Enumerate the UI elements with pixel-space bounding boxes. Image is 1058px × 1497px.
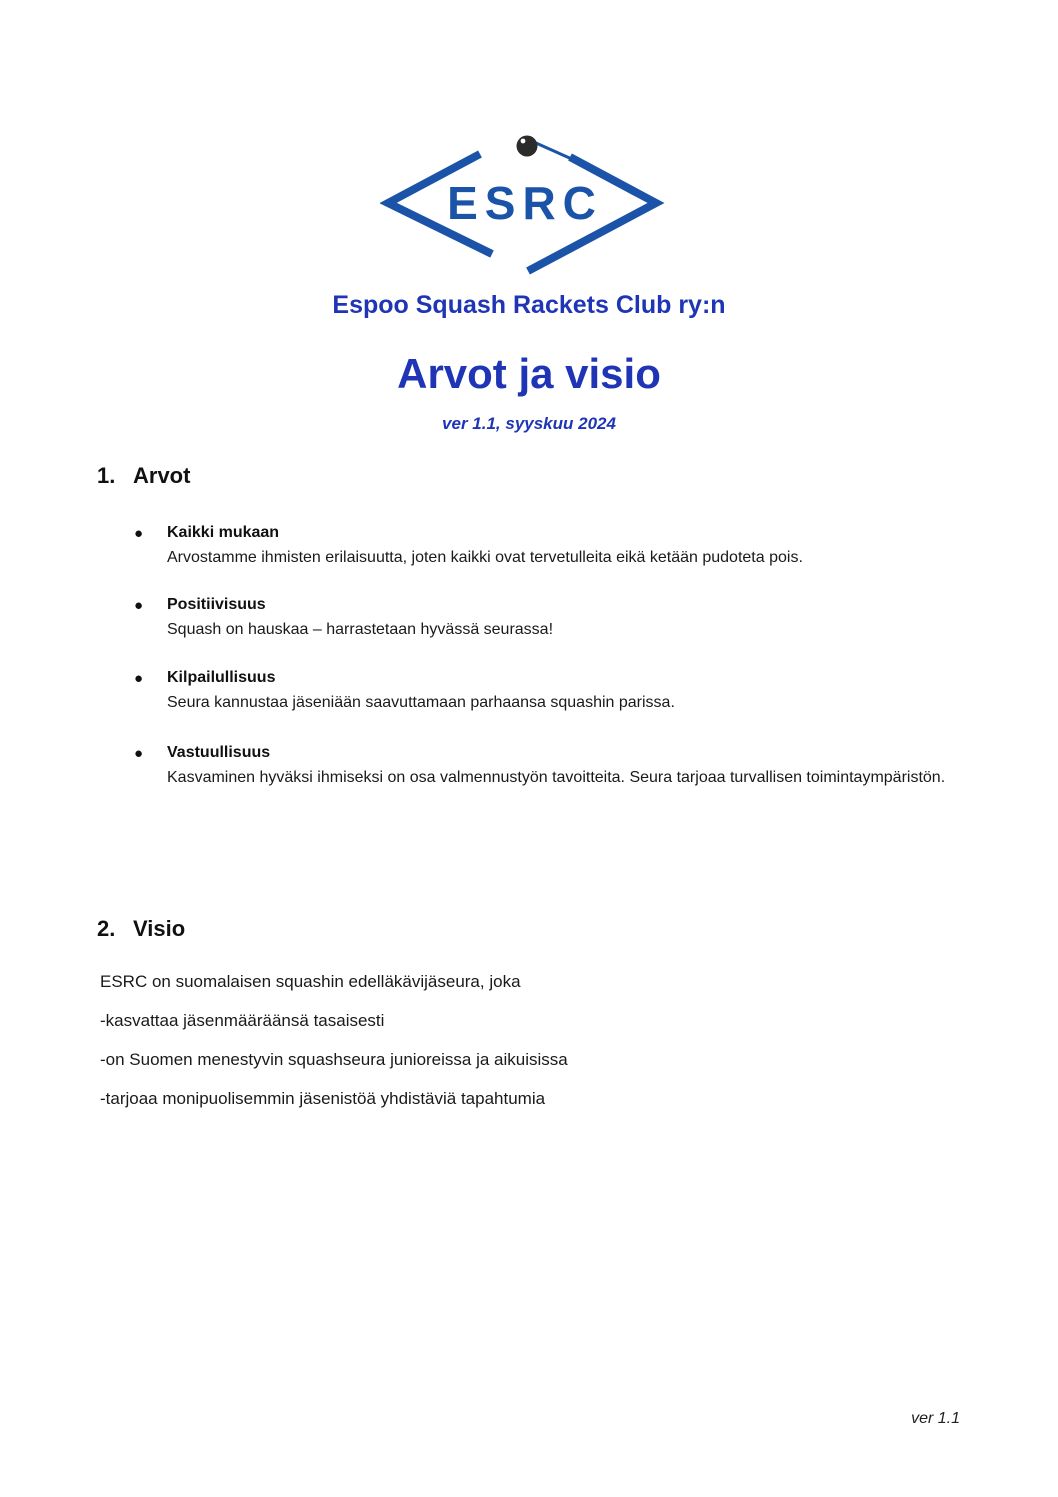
visio-line: -on Suomen menestyvin squashseura junioreissa ja aikuisissa [100, 1050, 568, 1069]
bullet-body: Arvostamme ihmisten erilaisuutta, joten kaikki ovat tervetulleita eikä ketään pudoteta pois. [167, 549, 803, 566]
section-2-number: 2. [97, 916, 116, 941]
club-name: Espoo Squash Rackets Club ry:n [332, 291, 726, 319]
logo-text: ESRC [447, 177, 603, 229]
bullet-body: Kasvaminen hyväksi ihmiseksi on osa valmennustyön tavoitteita. Seura tarjoaa turvallisen toimintaympäristön. [167, 769, 946, 786]
squash-ball-icon [517, 136, 538, 157]
squash-ball-highlight [521, 139, 526, 144]
section-1-number: 1. [97, 463, 116, 488]
bullet-dot-icon: ● [134, 597, 144, 614]
footer-version: ver 1.1 [911, 1410, 960, 1427]
section-1-title: Arvot [133, 463, 191, 488]
bullet-title: Kilpailullisuus [167, 669, 276, 686]
bullet-body: Seura kannustaa jäseniään saavuttamaan parhaansa squashin parissa. [167, 694, 675, 711]
page-title: Arvot ja visio [397, 350, 661, 397]
bullet-item-vastuullisuus [134, 741, 964, 791]
visio-line: -tarjoaa monipuolisemmin jäsenistöä yhdistäviä tapahtumia [100, 1089, 546, 1108]
bullet-title: Positiivisuus [167, 596, 266, 613]
diamond-swoosh-line [536, 143, 574, 160]
bullet-dot-icon: ● [134, 670, 144, 687]
section-2-title: Visio [133, 916, 186, 941]
section-2-heading [97, 916, 185, 942]
bullet-title: Vastuullisuus [167, 744, 271, 761]
bullet-title: Kaikki mukaan [167, 524, 280, 541]
bullet-body: Squash on hauskaa – harrastetaan hyvässä seurassa! [167, 621, 554, 638]
visio-line: ESRC on suomalaisen squashin edelläkävijäseura, joka [100, 972, 521, 991]
version-subtitle: ver 1.1, syyskuu 2024 [442, 414, 616, 433]
bullet-dot-icon: ● [134, 745, 144, 762]
bullet-dot-icon: ● [134, 525, 144, 542]
esrc-logo [380, 122, 670, 287]
bullet-item-positiivisuus [134, 593, 964, 643]
esrc-diamond-logo-graphic [380, 122, 670, 287]
bullet-item-kilpailullisuus [134, 666, 964, 716]
section-1-heading [97, 463, 190, 489]
visio-line: -kasvattaa jäsenmääräänsä tasaisesti [100, 1011, 385, 1030]
bullet-item-kaikki-mukaan [134, 521, 964, 571]
